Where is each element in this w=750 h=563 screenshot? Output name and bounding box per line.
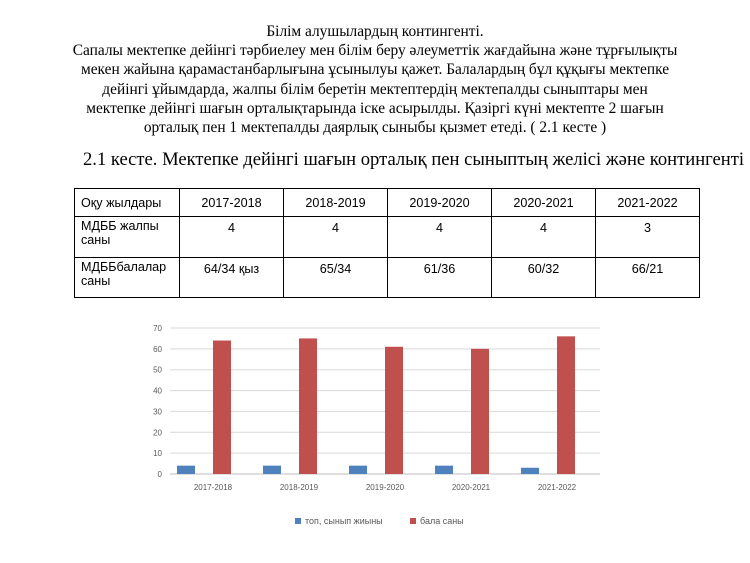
section-title: Білім алушылардың контингенті.	[266, 23, 484, 40]
table-cell: 60/32	[492, 257, 596, 298]
table-cell: 65/34	[284, 257, 388, 298]
row-label: МДББ жалпы саны	[75, 217, 180, 258]
y-tick-label: 70	[153, 324, 162, 333]
legend-swatch	[410, 518, 416, 524]
bar-group-count	[435, 466, 453, 474]
x-tick-label: 2018-2019	[279, 483, 319, 492]
table-cell: 66/21	[596, 257, 700, 298]
legend-label: бала саны	[420, 516, 464, 526]
paragraph-line: Сапалы мектепке дейінгі тәрбиелеу мен білім беру әлеуметтік жағдайына және тұрғылықты	[72, 42, 678, 60]
x-tick-label: 2020-2021	[451, 483, 491, 492]
y-tick-label: 40	[153, 386, 162, 396]
legend-swatch	[295, 518, 301, 524]
bar-children-count	[471, 349, 489, 474]
table-cell: 4	[180, 217, 284, 258]
y-tick-label: 0	[157, 470, 162, 479]
y-tick-label: 30	[153, 407, 162, 417]
bar-group-count	[263, 466, 281, 474]
table-caption: 2.1 кесте. Мектепке дейінгі шағын орталық пен сыныптың желісі және контингенті	[83, 149, 745, 170]
table-cell: 61/36	[388, 257, 492, 298]
header-cell: 2018-2019	[284, 189, 388, 217]
row-label: МДББбалалар саны	[75, 257, 180, 298]
y-tick-label: 20	[153, 428, 162, 438]
legend-label: топ, сынып жиыны	[305, 516, 383, 526]
paragraph-line: орталық пен 1 мектепалды даярлық сыныбы қызмет етеді. ( 2.1 кесте )	[143, 119, 607, 137]
bar-group-count	[521, 468, 539, 474]
table-cell: 4	[284, 217, 388, 258]
bar-children-count	[299, 338, 317, 474]
header-cell: 2020-2021	[492, 189, 596, 217]
x-tick-label: 2017-2018	[193, 483, 233, 492]
header-cell: 2021-2022	[596, 189, 700, 217]
header-cell: 2017-2018	[180, 189, 284, 217]
x-tick-label: 2021-2022	[537, 483, 577, 492]
bar-group-count	[349, 466, 367, 474]
header-cell: Оқу жылдары	[75, 189, 180, 217]
paragraph-line: мекен жайына қарамастанбарлығына ұсынылуы қажет. Балалардың бұл құқығы мектепке	[80, 61, 670, 79]
table-cell: 64/34 қыз	[180, 257, 284, 298]
bar-children-count	[385, 347, 403, 474]
bar-group-count	[177, 466, 195, 474]
bar-children-count	[213, 341, 231, 474]
table-cell: 3	[596, 217, 700, 258]
y-tick-label: 50	[153, 365, 162, 375]
paragraph-line: мектепке дейінгі шағын орталықтарында іске асырылды. Қазіргі күні мектепте 2 шағын	[86, 99, 664, 117]
table-cell: 4	[388, 217, 492, 258]
y-tick-label: 60	[153, 344, 162, 354]
paragraph-line: дейінгі ұйымдарда, жалпы білім беретін мектептердің мектепалды сыныптары мен	[102, 80, 648, 98]
header-cell: 2019-2020	[388, 189, 492, 217]
x-tick-label: 2019-2020	[365, 483, 405, 492]
y-tick-label: 10	[153, 449, 162, 459]
table-cell: 4	[492, 217, 596, 258]
bar-children-count	[557, 336, 575, 474]
